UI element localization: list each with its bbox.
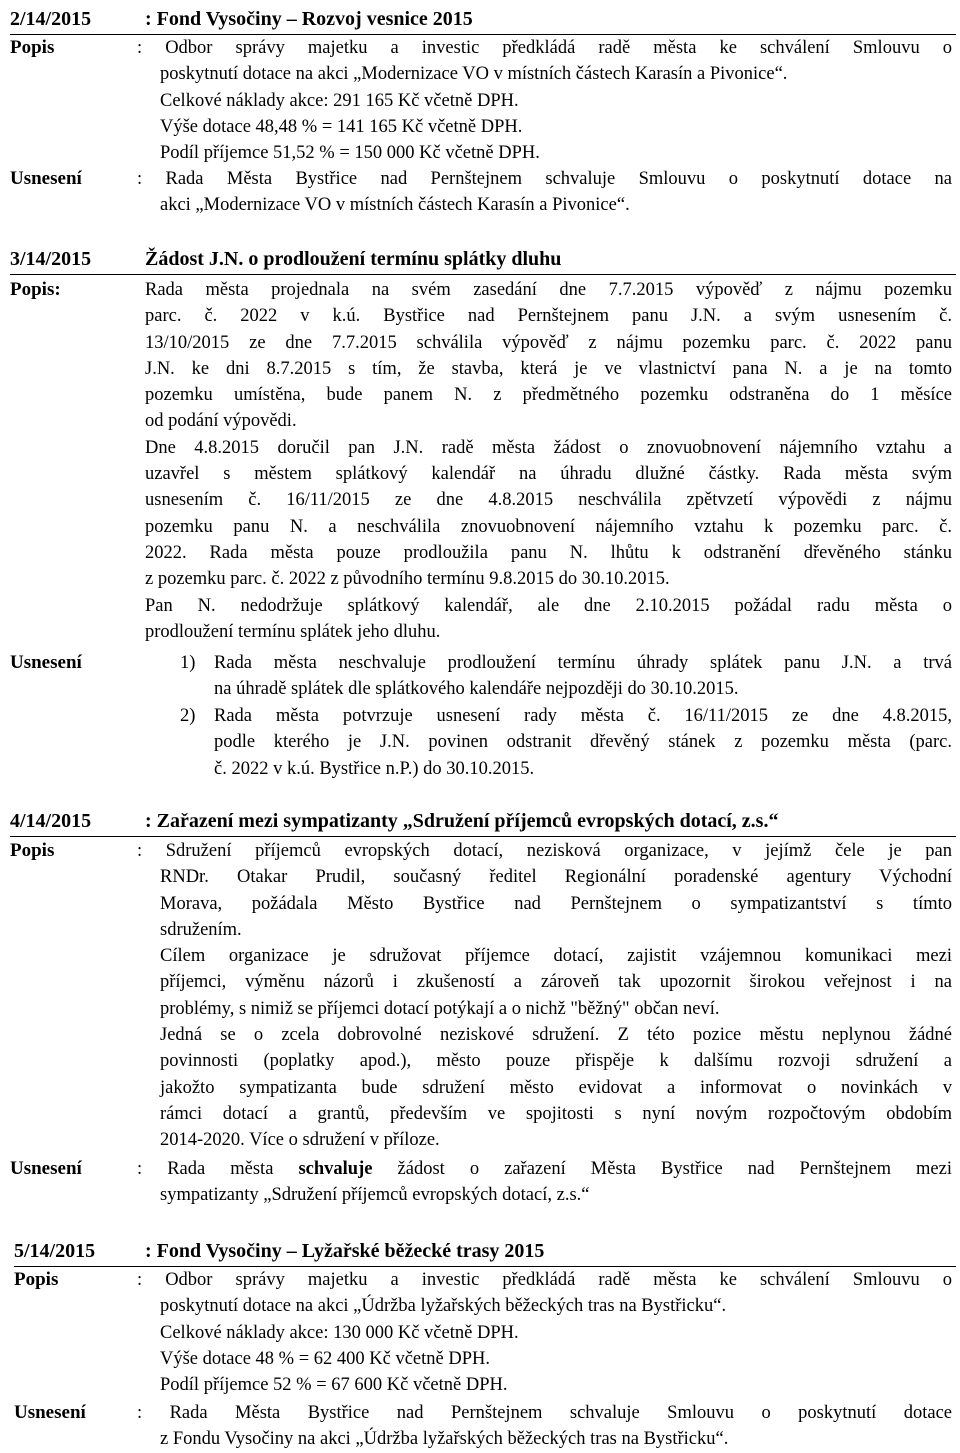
item-number: 1)	[180, 653, 196, 673]
section-header	[10, 246, 956, 275]
popis-label: Popis	[10, 840, 55, 861]
section-header	[10, 6, 956, 35]
section-header	[14, 1238, 956, 1267]
section-title: : Fond Vysočiny – Rozvoj vesnice 2015	[145, 8, 473, 30]
popis-label: Popis	[10, 37, 55, 58]
section-title: Žádost J.N. o prodloužení termínu splátky dluhu	[145, 248, 562, 270]
schvaluje-bold: schvaluje	[298, 1159, 373, 1179]
popis-text: : Odbor správy majetku a investic předkládá radě města ke schválení Smlouvu o poskytnutí dotace na akci „Modernizace VO v místních částech Karasín a Pivonice“. Celkové náklady akce: 291 165 Kč včetně DPH. Výše dotace 48,48 % = 141 165 Kč včetně DPH. Podíl příjemce 51,52 % = 150 000 Kč včetně DPH.	[137, 38, 952, 164]
usneseni-text: : Rada Města Bystřice nad Pernštejnem schvaluje Smlouvu o poskytnutí dotace na akci „Modernizace VO v místních částech Karasín a Pivonice“.	[137, 169, 952, 216]
usneseni-text: : Rada města schvaluje žádost o zařazení Města Bystřice nad Pernštejnem mezi sympatizanty „Sdružení příjemců evropských dotací, z.s.“	[137, 1159, 952, 1206]
popis-text: : Odbor správy majetku a investic předkládá radě města ke schválení Smlouvu o poskytnutí dotace na akci „Údržba lyžařských běžeckých tras na Bystřicku“. Celkové náklady akce: 130 000 Kč včetně DPH. Výše dotace 48 % = 62 400 Kč včetně DPH. Podíl příjemce 52 % = 67 600 Kč včetně DPH.	[137, 1270, 952, 1396]
popis-label: Popis:	[10, 279, 61, 300]
section-number: 5/14/2015	[14, 1240, 96, 1262]
usneseni-text: : Rada Města Bystřice nad Pernštejnem schvaluje Smlouvu o poskytnutí dotace z Fondu Vysočiny na akci „Údržba lyžařských běžeckých tras na Bystřicku“.	[137, 1403, 952, 1450]
usneseni-label: Usnesení	[10, 168, 82, 189]
usneseni-label: Usnesení	[14, 1402, 86, 1423]
section-number: 3/14/2015	[10, 248, 92, 270]
section-title: : Fond Vysočiny – Lyžařské běžecké trasy 2015	[145, 1240, 545, 1262]
popis-text: Rada města projednala na svém zasedání dne 7.7.2015 výpověď z nájmu pozemku parc. č. 2022 v k.ú. Bystřice nad Pernštejnem panu J.N. a svým usnesením č. 13/10/2015 ze dne 7.7.2015 schválila výpověď z nájmu pozemku parc. č. 2022 panu J.N. ke dni 8.7.2015 s tím, že stavba, která je ve vlastnictví pana N. a je na tomto pozemku umístěna, bude panem N. z předmětného pozemku odstraněna do 1 měsíce od podání výpovědi. Dne 4.8.2015 doručil pan J.N. radě města žádost o znovuobnovení nájemního vztahu a uzavřel s městem splátkový kalendář na úhradu dlužné částky. Rada města svým usnesením č. 16/11/2015 ze dne 4.8.2015 neschválila zpětvzetí výpovědi z nájmu pozemku panu N. a neschválila znovuobnovení nájemního vztahu k pozemku parc. č. 2022. Rada města pouze prodloužila panu N. lhůtu k odstranění dřevěného stánku z pozemku parc. č. 2022 z původního termínu 9.8.2015 do 30.10.2015. Pan N. nedodržuje splátkový kalendář, ale dne 2.10.2015 požádal radu města o prodloužení termínu splátek jeho dluhu.	[145, 280, 952, 642]
usneseni-label: Usnesení	[10, 1158, 82, 1179]
item-number: 2)	[180, 706, 196, 726]
popis-label: Popis	[14, 1269, 59, 1290]
section-number: 2/14/2015	[10, 8, 92, 30]
section-number: 4/14/2015	[10, 810, 92, 832]
section-title: : Zařazení mezi sympatizanty „Sdružení příjemců evropských dotací, z.s.“	[145, 810, 779, 832]
popis-text: : Sdružení příjemců evropských dotací, nezisková organizace, v jejímž čele je pan RNDr. Otakar Prudil, současný ředitel Regionální poradenské agentury Východní Morava, požádala Město Bystřice nad Pernštejnem o sympatizantství s tímto sdružením. Cílem organizace je sdružovat příjemce dotací, zajistit vzájemnou komunikaci mezi příjemci, výměnu názorů i zkušeností a zároveň tak upozornit širokou veřejnost i na problémy, s nimiž se příjemci dotací potýkají a o nichž "běžný" občan neví. Jedná se o zcela dobrovolné neziskové sdružení. Z této pozice městu neplynou žádné povinnosti (poplatky apod.), město pouze přispěje k dalšímu rozvoji sdružení a jakožto sympatizanta bude sdružení město evidovat a informovat o novinkách v rámci dotací a grantů, především ve spojitosti s nyní novým rozpočtovým obdobím 2014-2020. Více o sdružení v příloze.	[137, 841, 952, 1151]
section-header	[10, 808, 956, 837]
usneseni-label: Usnesení	[10, 652, 82, 673]
